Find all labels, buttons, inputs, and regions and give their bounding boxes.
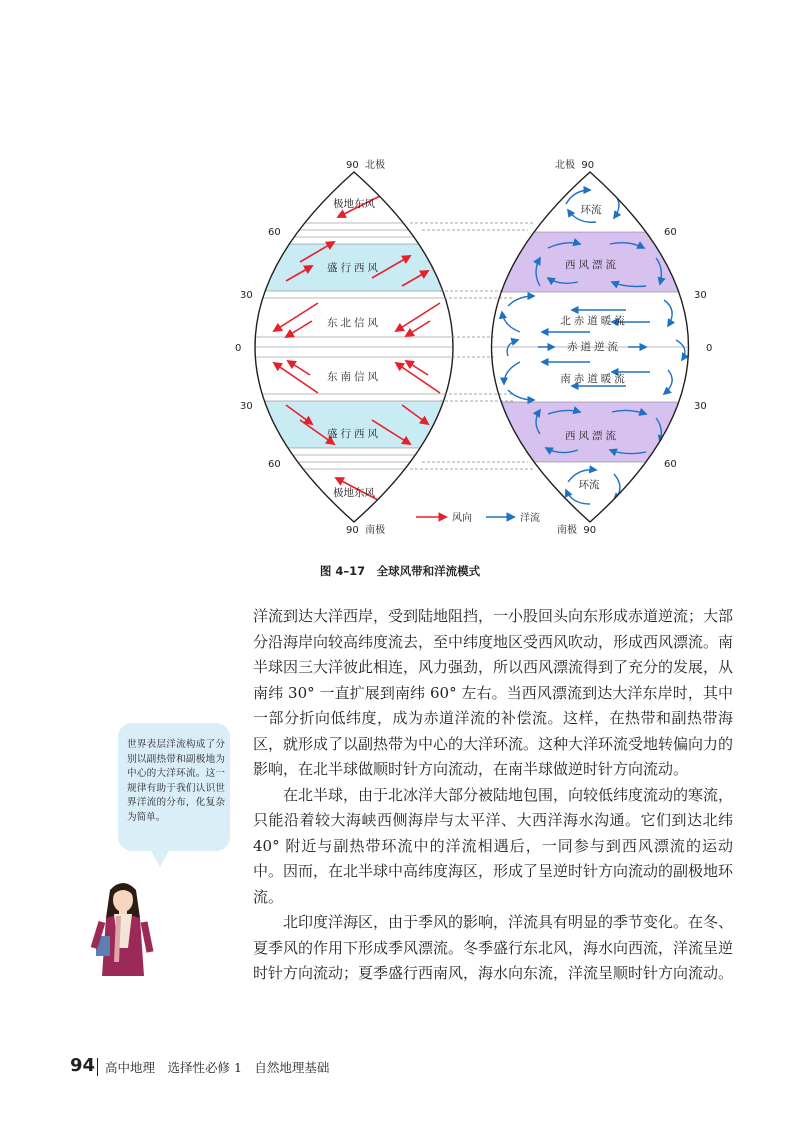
lat-label: 60 <box>268 227 281 238</box>
band-label: 极地东风 <box>333 198 375 210</box>
wind-arrow <box>274 363 318 393</box>
current-label: 北赤道暖流 <box>560 315 628 327</box>
current-label: 西风漂流 <box>565 259 619 271</box>
book-title: 高中地理 选择性必修 1 自然地理基础 <box>105 1060 330 1075</box>
student-illustration <box>88 878 158 978</box>
current-arrow <box>664 370 672 394</box>
lat-label: 30 <box>240 290 253 301</box>
pole-label: 90 北极 <box>346 160 386 171</box>
wind-arrow <box>396 363 440 393</box>
paragraph: 北印度洋海区，由于季风的影响，洋流具有明显的季节变化。在冬、夏季风的作用下形成季风漂流。冬季盛行东北风，海水向西流，洋流呈逆时针方向流动；夏季盛行西南风，海水向东流，洋流呈顺时针方向流动。 <box>253 913 734 982</box>
band-label: 东北信风 <box>327 317 381 329</box>
lat-label: 0 <box>235 343 242 354</box>
pole-label: 北极 90 <box>555 160 595 171</box>
current-arrow <box>507 340 518 356</box>
band-label: 东南信风 <box>327 371 381 383</box>
figure-legend <box>416 511 540 524</box>
pole-label: 南极 90 <box>557 525 597 536</box>
footer-divider <box>97 1058 98 1076</box>
lat-label: 60 <box>664 459 677 470</box>
current-arrow <box>676 340 685 360</box>
paragraph: 洋流到达大洋西岸，受到陆地阻挡，一小股回头向东形成赤道逆流；大部分沿海岸向较高纬度流去，至中纬度地区受西风吹动，形成西风漂流。南半球因三大洋彼此相连，风力强劲，所以西风漂流得到了充分的发展，从南纬 30° 一直扩展到南纬 60° 左右。当西风漂流到达大洋东岸时，其中一部分折向低纬度，成为赤道洋流的补偿流。这样，在热带和副热带海区，就形成了以副热带为中心的大洋环流。这种大洋环流受地转偏向力的影响，在北半球做顺时针方向流动，在南半球做逆时针方向流动。 <box>253 607 734 778</box>
left-globe <box>230 158 480 536</box>
wind-current-figure <box>0 0 800 560</box>
wind-arrow <box>274 303 318 331</box>
current-arrow <box>504 362 520 384</box>
bubble-tail <box>150 849 170 867</box>
wind-arrow <box>288 361 310 375</box>
right-globe <box>470 158 720 536</box>
band-label: 盛行西风 <box>327 262 381 274</box>
lat-label: 60 <box>268 459 281 470</box>
current-label: 环流 <box>580 204 602 216</box>
lat-label: 30 <box>694 290 707 301</box>
current-arrow <box>664 300 672 326</box>
current-arrow <box>508 296 534 306</box>
band-label: 盛行西风 <box>327 428 381 440</box>
lat-label: 30 <box>694 401 707 412</box>
figure-caption: 图 4–17 全球风带和洋流模式 <box>319 564 481 578</box>
paragraph: 在北半球，由于北冰洋大部分被陆地包围，向较低纬度流动的寒流，只能沿着较大海峡西侧海岸与太平洋、大西洋海水沟通。它们到达北纬 40° 附近与副热带环流中的洋流相遇后，一同参与到西风漂流的运动中。因而，在北半球中高纬度海区，形成了呈逆时针方向流动的副极地环流。 <box>253 785 734 906</box>
current-arrow <box>508 390 534 400</box>
sidebar-note: 世界表层洋流构成了分别以副热带和副极地为中心的大洋环流。这一规律有助于我们认识世界洋流的分布，化复杂为简单。 <box>127 739 225 823</box>
current-legend-label: 洋流 <box>520 513 540 524</box>
band-label: 极地东风 <box>333 487 375 499</box>
current-label: 西风漂流 <box>565 430 619 442</box>
wind-legend-label: 风向 <box>452 513 472 524</box>
lat-label: 30 <box>240 401 253 412</box>
current-label: 南赤道暖流 <box>560 373 628 385</box>
lat-label: 60 <box>664 227 677 238</box>
pole-label: 90 南极 <box>346 525 386 536</box>
body-text <box>253 604 733 987</box>
wind-arrow <box>286 321 312 337</box>
current-arrow <box>502 312 520 332</box>
current-label: 环流 <box>578 479 600 491</box>
lat-label: 0 <box>706 343 713 354</box>
current-label: 赤道逆流 <box>567 341 621 353</box>
wind-arrow <box>396 303 440 331</box>
page-number: 94 <box>70 1055 96 1076</box>
